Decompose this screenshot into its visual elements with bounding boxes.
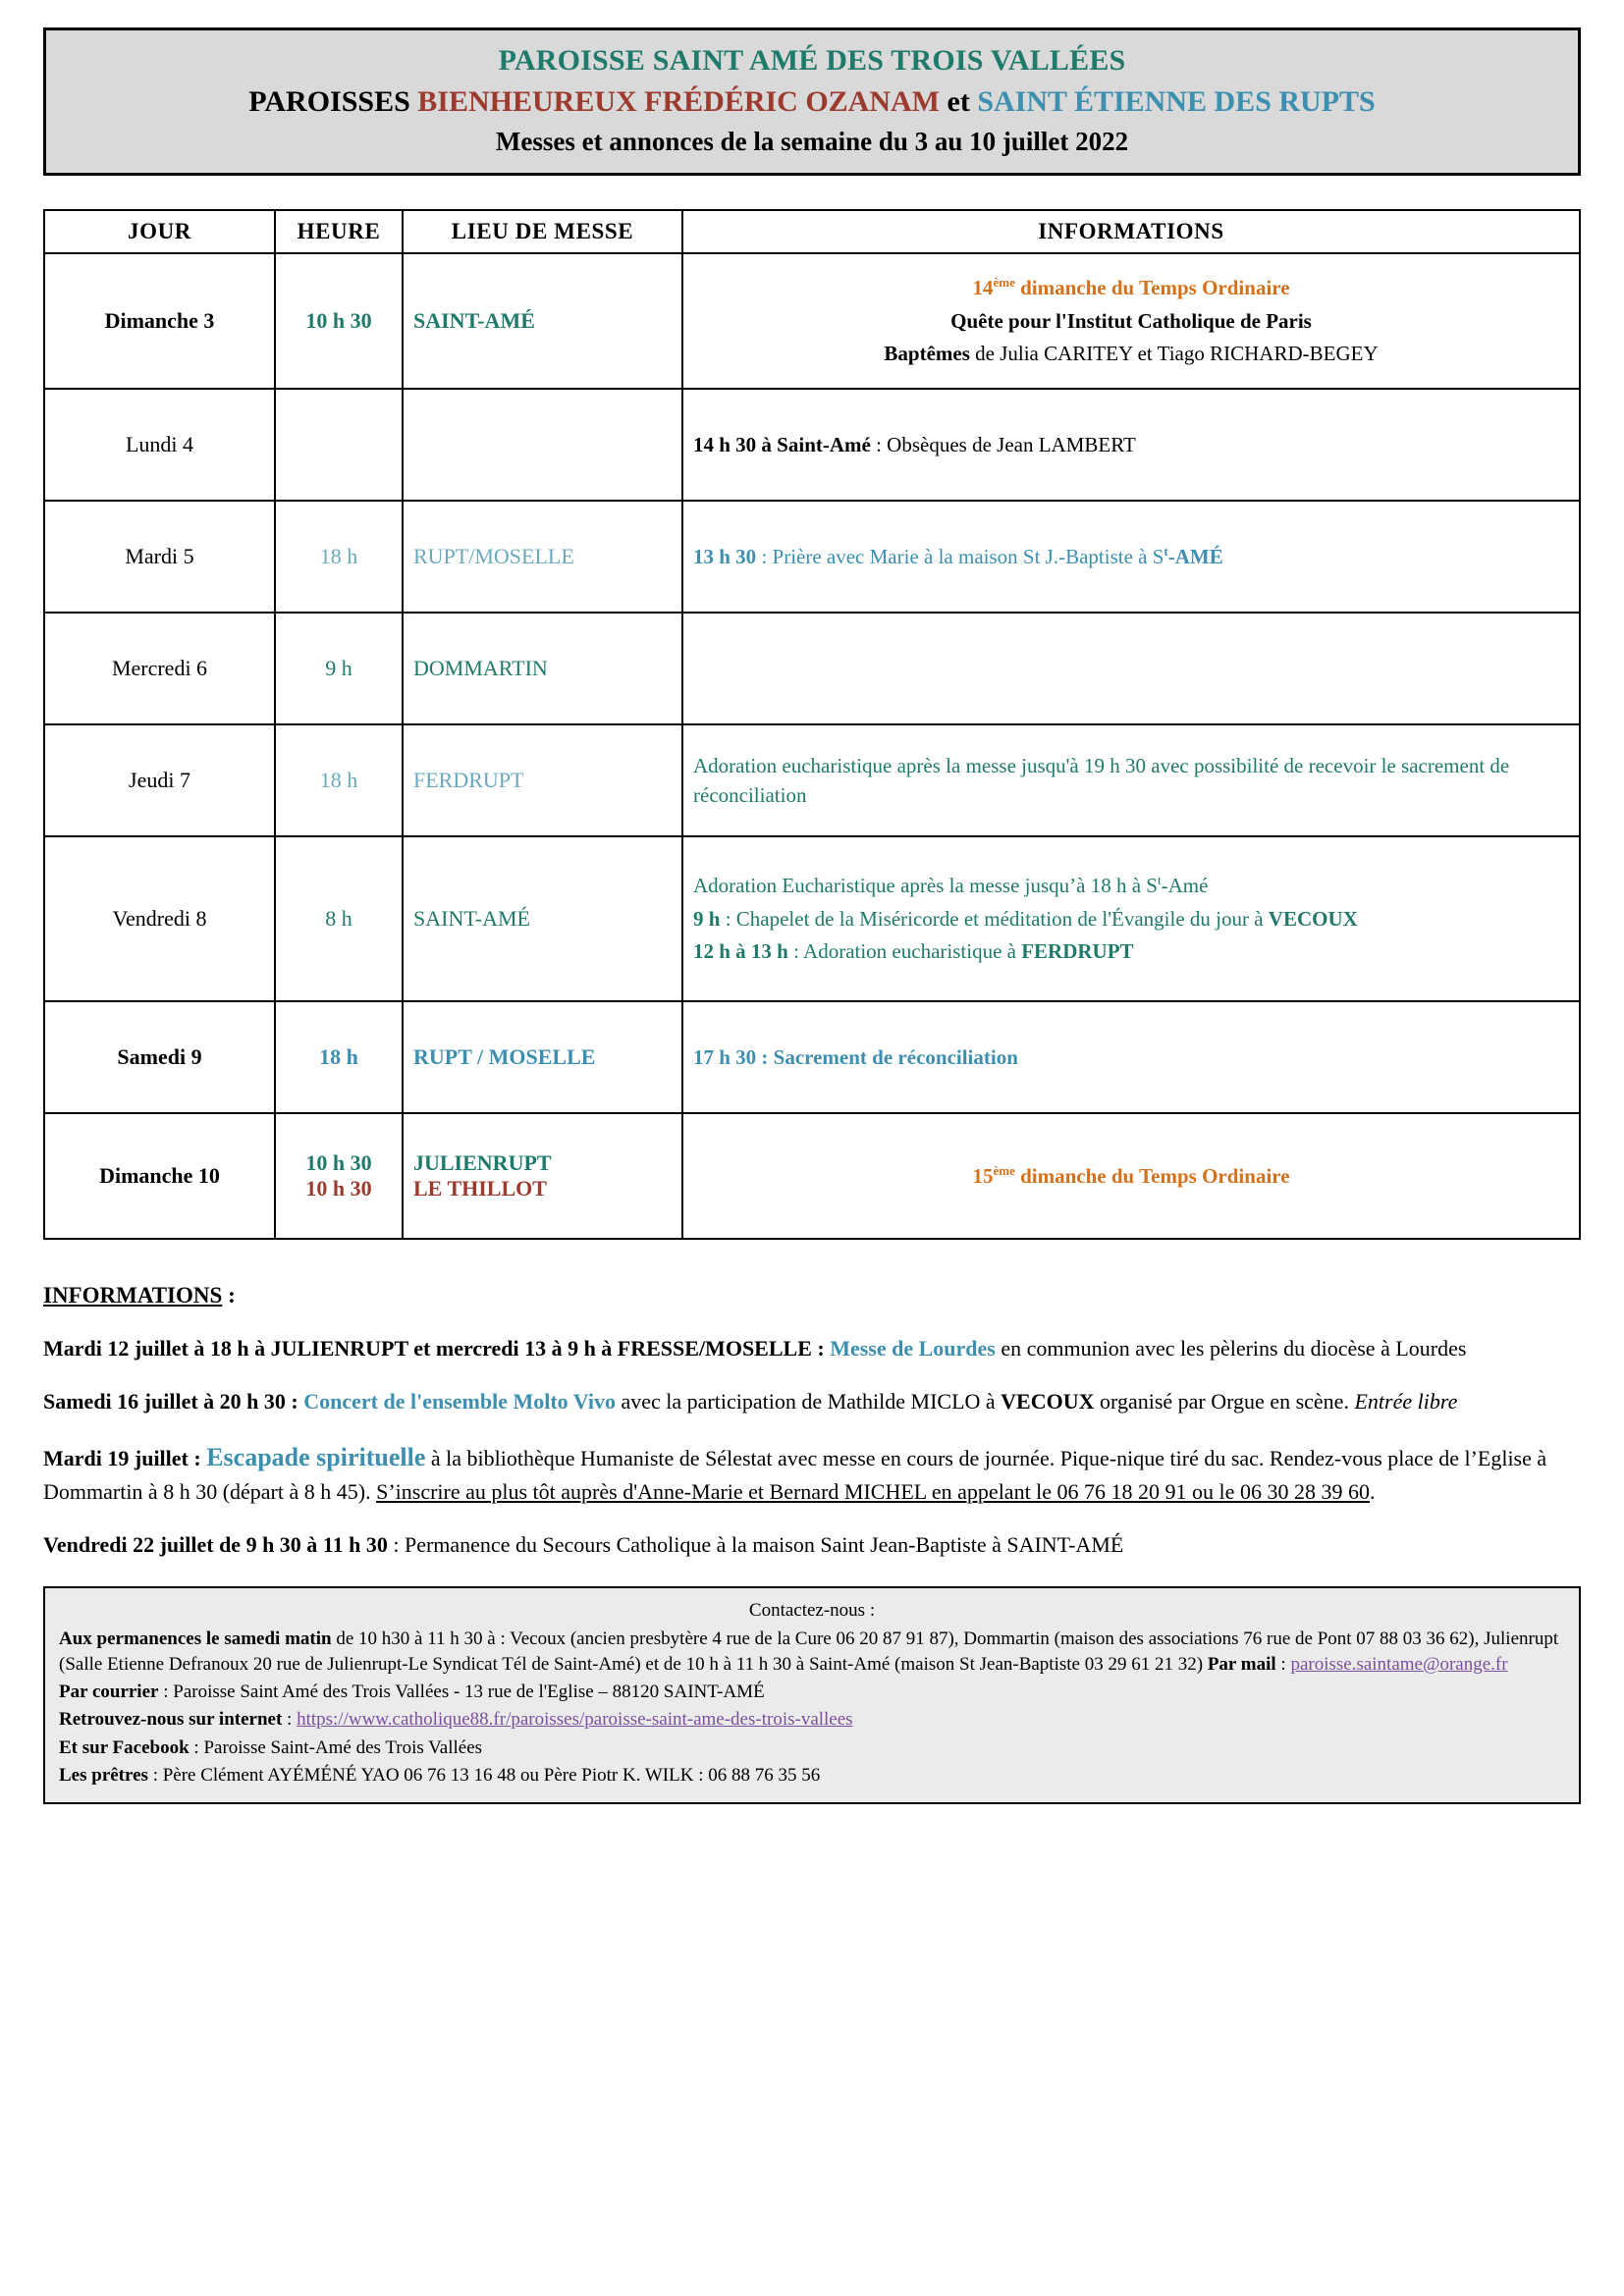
table-row [44,1001,1580,1113]
announcement-escapade-when: Mardi 19 juillet : [43,1446,207,1471]
contact-facebook-label: Et sur Facebook [59,1736,189,1758]
row-place-mercredi-6: DOMMARTIN [403,613,682,724]
row-time-samedi-9: 18 h [275,1001,403,1113]
row-day-jeudi-7: Jeudi 7 [44,724,275,836]
row-day-mercredi-6: Mercredi 6 [44,613,275,724]
contact-courrier-text: : Paroisse Saint Amé des Trois Vallées - 13 rue de l'Eglise – 88120 SAINT-AMÉ [158,1682,765,1703]
info-chapelet [693,904,1569,934]
header-parishes-line [56,85,1568,119]
row-info-vendredi-8 [682,836,1580,1001]
header-parish-title: PAROISSE SAINT AMÉ DES TROIS VALLÉES [498,44,1126,77]
announcement-lourdes-when: Mardi 12 juillet à 18 h à JULIENRUPT et mercredi 13 à 9 h à FRESSE/MOSELLE [43,1336,812,1362]
announcement-concert-sep: : [285,1389,304,1415]
informations-section [43,1279,1581,1561]
announcement-lourdes-title: Messe de Lourdes [830,1336,996,1362]
info-sunday-suffix: ème [993,275,1015,291]
informations-heading [43,1279,1581,1311]
table-row [44,724,1580,836]
info-sunday-number: 14 [972,276,994,300]
row-time-vendredi-8: 8 h [275,836,403,1001]
announcement-lourdes-sep: : [811,1336,831,1362]
contact-pretres-label: Les prêtres [59,1764,148,1786]
table-row [44,501,1580,613]
row-info-dimanche-10 [682,1113,1580,1239]
row-place-lundi-4 [403,389,682,501]
announcement-concert-place: VECOUX [1001,1389,1095,1415]
row-time-dimanche-3: 10 h 30 [275,253,403,389]
announcement-escapade-text: à la bibliothèque Humaniste de Sélestat avec messe en cours de journée. Pique-nique tiré du sac. Rendez-vous place de l’Eglise à Dommartin à 8 h 30 (départ à 8 h 45). [43,1446,1547,1504]
announcement-permanence [43,1529,1581,1561]
announcement-concert-free: Entrée libre [1354,1389,1458,1415]
row-place-vendredi-8: SAINT-AMÉ [403,836,682,1001]
info-obseques-time: 14 h 30 à Saint-Amé [693,432,871,456]
row-day-dimanche-3: Dimanche 3 [44,253,275,389]
info-adoration-ferdrupt [693,936,1569,966]
row-place-dimanche-10 [403,1113,682,1239]
announcement-concert-when: Samedi 16 juillet à 20 h 30 [43,1389,286,1415]
info-baptemes [693,339,1569,368]
announcement-escapade [43,1439,1581,1508]
row-time-dimanche-10-b: 10 h 30 [305,1176,372,1201]
contact-internet [59,1707,1565,1733]
mass-schedule-table [43,209,1581,1240]
contact-pretres [59,1763,1565,1789]
contact-permanences-label: Aux permanences le samedi matin [59,1628,332,1649]
info-priere-place: -AMÉ [1167,544,1223,568]
contact-permanences [59,1627,1565,1678]
announcement-escapade-title: Escapade spirituelle [206,1443,426,1472]
info-chapelet-place: VECOUX [1268,906,1358,931]
info-sunday-text: dimanche du Temps Ordinaire [1014,276,1290,300]
info-baptemes-label: Baptêmes [884,342,970,366]
contact-heading: Contactez-nous : [748,1599,876,1621]
info-adoration2-time: 12 h à 13 h [693,939,788,964]
announcement-concert-text: avec la participation de Mathilde MICLO à [615,1389,1001,1415]
info-sunday15-number: 15 [972,1163,994,1188]
info-sunday15-text: dimanche du Temps Ordinaire [1014,1163,1290,1188]
table-row [44,613,1580,724]
contact-courrier-label: Par courrier [59,1682,159,1703]
table-row [44,389,1580,501]
info-obseques-text: : Obsèques de Jean LAMBERT [870,432,1136,456]
contact-mail-sep: : [1275,1654,1291,1676]
info-adoration2-place: FERDRUPT [1021,939,1134,964]
row-info-mardi-5 [682,501,1580,613]
info-chapelet-time: 9 h [693,906,721,931]
row-time-jeudi-7: 18 h [275,724,403,836]
informations-heading-colon: : [222,1283,236,1308]
info-chapelet-text: : Chapelet de la Miséricorde et méditation de l'Évangile du jour à [720,906,1269,931]
contact-facebook [59,1735,1565,1761]
info-adoration-sup: t [1157,873,1162,888]
row-info-dimanche-3 [682,253,1580,389]
announcement-escapade-signup: S’inscrire au plus tôt auprès d'Anne-Marie et Bernard MICHEL en appelant le 06 76 18 20 91 ou le 06 30 28 39 60 [376,1478,1370,1504]
info-priere-text: : Prière avec Marie à la maison St J.-Baptiste à S [756,544,1164,568]
column-header-informations: INFORMATIONS [682,210,1580,253]
header-parish-ozanam: BIENHEUREUX FRÉDÉRIC OZANAM [417,85,940,118]
announcement-concert-org: organisé par Orgue en scène. [1094,1389,1355,1415]
column-header-heure: HEURE [275,210,403,253]
contact-box [43,1586,1581,1805]
row-place-julienrupt: JULIENRUPT [413,1150,552,1175]
row-day-vendredi-8: Vendredi 8 [44,836,275,1001]
table-row [44,836,1580,1001]
row-info-mercredi-6 [682,613,1580,724]
contact-pretres-text: : Père Clément AYÉMÉNÉ YAO 06 76 13 16 48 ou Père Piotr K. WILK : 06 88 76 35 56 [147,1764,821,1786]
row-time-mardi-5: 18 h [275,501,403,613]
info-adoration-place: -Amé [1161,874,1209,898]
informations-heading-text: INFORMATIONS [43,1283,223,1308]
header-parishes-conjunction: et [940,85,978,118]
row-day-mardi-5: Mardi 5 [44,501,275,613]
contact-internet-sep: : [282,1709,298,1731]
row-time-dimanche-10 [275,1113,403,1239]
announcement-escapade-end: . [1369,1478,1376,1504]
announcement-lourdes-text: en communion avec les pèlerins du diocèse à Lourdes [995,1336,1467,1362]
info-adoration-text: Adoration Eucharistique après la messe jusqu’à 18 h à S [693,874,1158,898]
row-info-lundi-4 [682,389,1580,501]
document-header [43,27,1581,176]
row-time-dimanche-10-a: 10 h 30 [305,1150,372,1175]
row-day-samedi-9: Samedi 9 [44,1001,275,1113]
announcement-concert-title: Concert de l'ensemble Molto Vivo [303,1389,616,1415]
announcement-lourdes [43,1333,1581,1364]
contact-email-link[interactable]: paroisse.saintame@orange.fr [1290,1654,1508,1676]
row-place-jeudi-7: FERDRUPT [403,724,682,836]
info-priere-sup: t [1164,543,1168,559]
contact-mail-label: Par mail [1207,1654,1276,1676]
row-info-samedi-9: 17 h 30 : Sacrement de réconciliation [682,1001,1580,1113]
contact-internet-label: Retrouvez-nous sur internet [59,1709,283,1731]
row-info-jeudi-7: Adoration eucharistique après la messe jusqu'à 19 h 30 avec possibilité de recevoir le sacrement de réconciliation [682,724,1580,836]
row-place-samedi-9: RUPT / MOSELLE [403,1001,682,1113]
contact-permanences-text: de 10 h30 à 11 h 30 à : Vecoux (ancien presbytère 4 rue de la Cure 06 20 87 91 87), Dommartin (maison des associations 76 rue de Pont 07 88 03 36 62), Julienrupt (Salle Etienne Defranoux 20 rue de Julienrupt-Le Syndicat Tél de Saint-Amé) et de 10 h à 11 h 30 à Saint-Amé (maison St Jean-Baptiste 03 29 61 21 32) [59,1628,1559,1676]
info-quete: Quête pour l'Institut Catholique de Paris [950,308,1312,333]
header-parish-rupts: SAINT ÉTIENNE DES RUPTS [977,85,1376,118]
announcement-permanence-text: : Permanence du Secours Catholique à la maison Saint Jean-Baptiste à SAINT-AMÉ [387,1531,1124,1557]
row-day-dimanche-10: Dimanche 10 [44,1113,275,1239]
contact-courrier [59,1680,1565,1705]
row-time-mercredi-6: 9 h [275,613,403,724]
table-row [44,1113,1580,1239]
row-day-lundi-4: Lundi 4 [44,389,275,501]
table-row [44,253,1580,389]
contact-facebook-text: : Paroisse Saint-Amé des Trois Vallées [189,1736,483,1758]
header-parishes-prefix: PAROISSES [248,85,418,118]
announcement-permanence-when: Vendredi 22 juillet de 9 h 30 à 11 h 30 [43,1531,388,1557]
table-header-row [44,210,1580,253]
announcement-concert [43,1386,1581,1417]
row-place-le-thillot: LE THILLOT [413,1176,547,1201]
info-adoration2-text: : Adoration eucharistique à [787,939,1022,964]
contact-website-link[interactable]: https://www.catholique88.fr/paroisses/paroisse-saint-ame-des-trois-vallees [297,1709,853,1731]
info-adoration-saintame [693,871,1569,900]
header-week-subtitle: Messes et annonces de la semaine du 3 au 10 juillet 2022 [495,127,1129,156]
column-header-lieu: LIEU DE MESSE [403,210,682,253]
info-sunday15-suffix: ème [993,1162,1015,1178]
info-priere-time: 13 h 30 [693,544,757,568]
column-header-jour: JOUR [44,210,275,253]
info-sunday-ordinary-14 [693,273,1569,302]
row-place-mardi-5: RUPT/MOSELLE [403,501,682,613]
info-baptemes-names: de Julia CARITEY et Tiago RICHARD-BEGEY [969,342,1379,366]
row-place-dimanche-3: SAINT-AMÉ [403,253,682,389]
row-time-lundi-4 [275,389,403,501]
